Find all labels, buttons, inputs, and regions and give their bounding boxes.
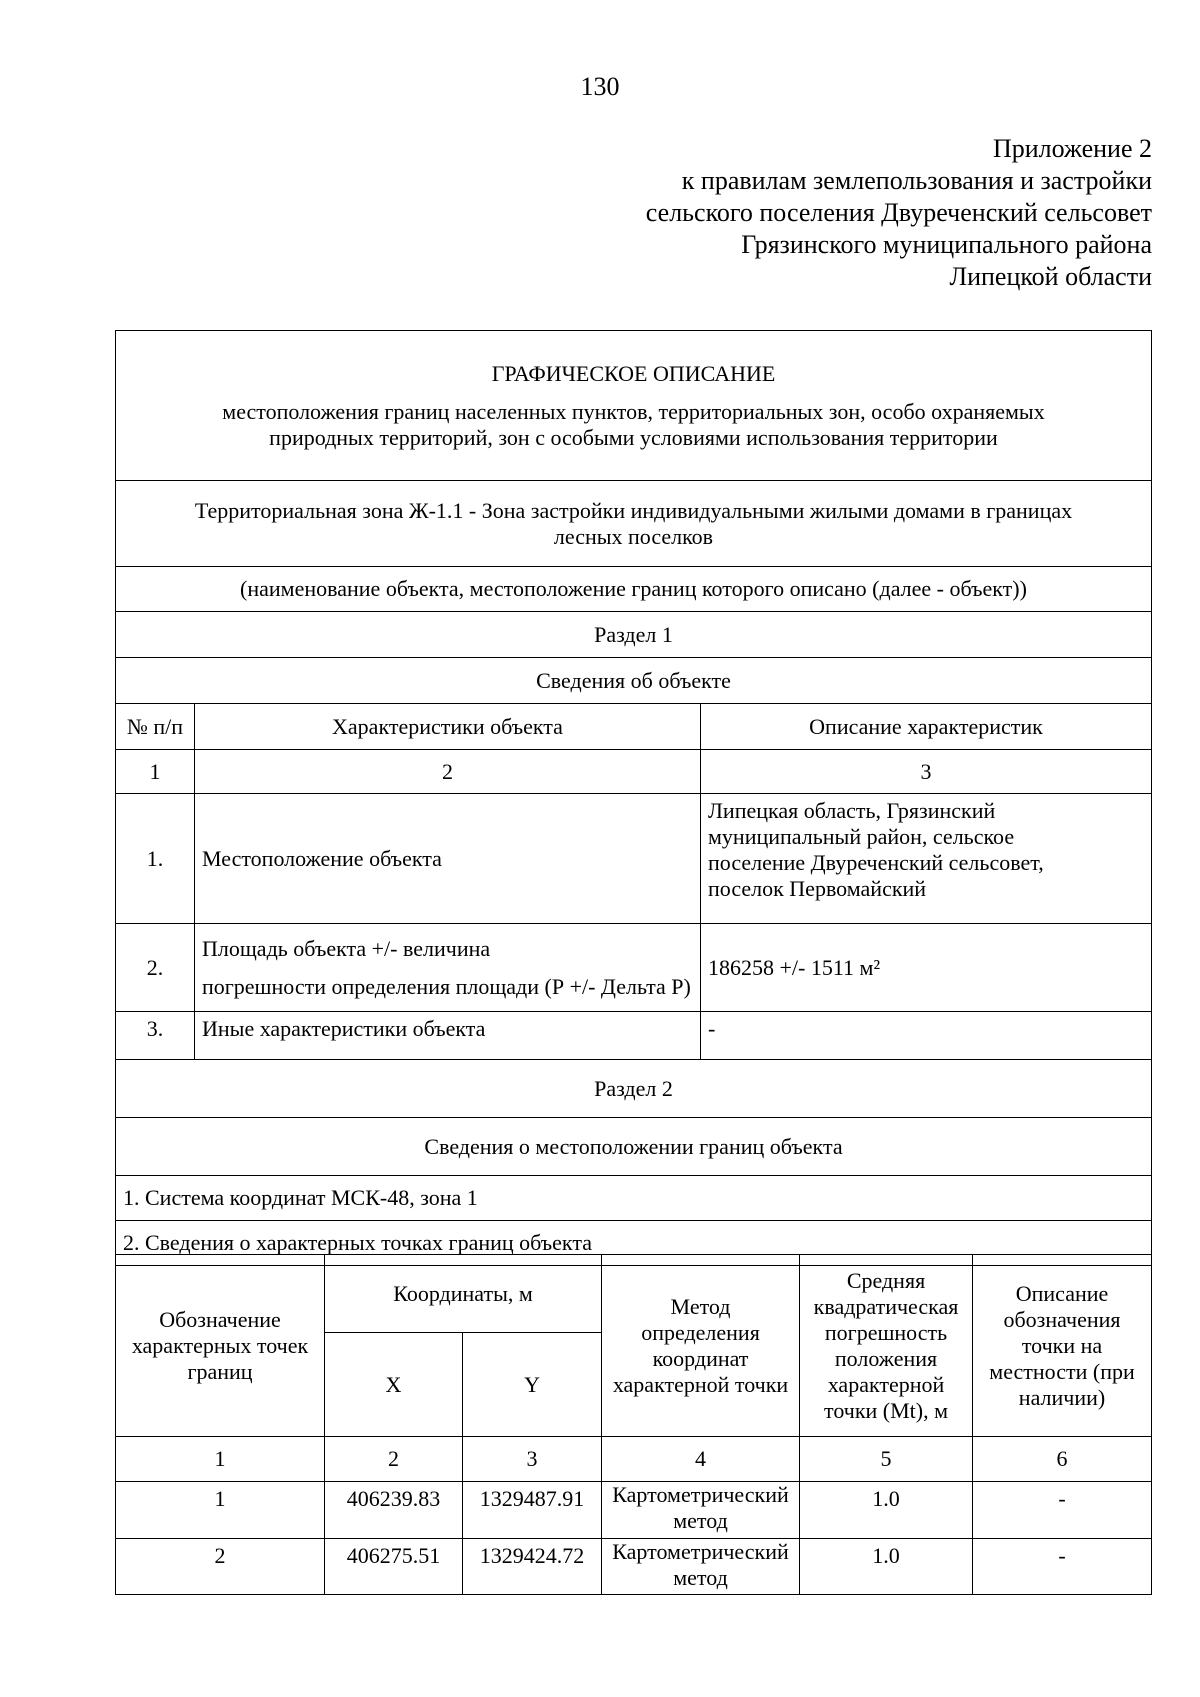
point-y: 1329487.91	[463, 1482, 602, 1539]
header-line: точки (Mt), м	[824, 1397, 949, 1423]
table-row	[116, 924, 1152, 1012]
header-line: положения	[834, 1345, 938, 1371]
header-line: определения	[641, 1319, 760, 1345]
column-header-number: № п/п	[116, 704, 195, 750]
description-line: муниципальный район, сельское	[708, 824, 1015, 849]
section2-subtitle: Сведения о местоположении границ объекта	[116, 1118, 1152, 1176]
header-line: Описание	[1015, 1280, 1109, 1306]
header-line: обозначения	[1003, 1306, 1121, 1332]
point-x: 406239.83	[325, 1482, 463, 1539]
column-number: 2	[195, 750, 701, 794]
column-number: 1	[116, 750, 195, 794]
row-description: 186258 +/- 1511 м²	[701, 924, 1152, 1012]
column-header-characteristic: Характеристики объекта	[195, 704, 701, 750]
document-title: ГРАФИЧЕСКОЕ ОПИСАНИЕ	[491, 360, 776, 386]
point-description: -	[973, 1539, 1152, 1595]
column-number: 6	[973, 1437, 1152, 1482]
point-method	[602, 1482, 800, 1539]
column-number: 3	[701, 750, 1152, 794]
header-line: точки на	[1021, 1332, 1103, 1358]
column-header-point	[116, 1255, 325, 1437]
row-number: 2.	[116, 924, 195, 1012]
appendix-line: сельского поселения Двуреченский сельсовет	[645, 198, 1152, 227]
point-label: 1	[116, 1482, 325, 1539]
column-header-y: Y	[463, 1333, 602, 1437]
point-description: -	[973, 1482, 1152, 1539]
appendix-line: Приложение 2	[992, 134, 1152, 163]
column-header-x: X	[325, 1333, 463, 1437]
column-number: 5	[800, 1437, 973, 1482]
column-number: 3	[463, 1437, 602, 1482]
header-line: Средняя	[846, 1267, 926, 1293]
table-row	[116, 1012, 1152, 1060]
row-characteristic	[195, 924, 701, 1012]
point-error: 1.0	[800, 1482, 973, 1539]
description-line: Липецкая область, Грязинский	[708, 798, 996, 823]
header-line: характерной	[827, 1371, 945, 1397]
header-line: характерных точек	[131, 1332, 309, 1358]
appendix-line: Грязинского муниципального района	[741, 230, 1152, 259]
header-line: характерной точки	[612, 1371, 789, 1397]
appendix-line: Липецкой области	[949, 262, 1152, 291]
object-name	[116, 481, 1152, 567]
row-number: 3.	[116, 1012, 195, 1060]
header-line: местности (при	[989, 1358, 1135, 1384]
points-title: 2. Сведения о характерных точках границ объекта	[116, 1221, 1152, 1266]
characteristic-line: Площадь объекта +/- величина	[202, 935, 491, 961]
points-table	[115, 1254, 1152, 1595]
section1-title: Раздел 1	[116, 612, 1152, 658]
section2-title: Раздел 2	[116, 1060, 1152, 1118]
object-name-line: Территориальная зона Ж-1.1 - Зона застройки индивидуальными жилыми домами в границах	[194, 497, 1073, 523]
description-line: поселение Двуреченский сельсовет,	[708, 850, 1044, 875]
column-number: 2	[325, 1437, 463, 1482]
point-x: 406275.51	[325, 1539, 463, 1595]
header-line: границ	[187, 1358, 253, 1384]
object-caption: (наименование объекта, местоположение границ которого описано (далее - объект))	[116, 567, 1152, 612]
point-error: 1.0	[800, 1539, 973, 1595]
table-row	[116, 1482, 1152, 1539]
document-subtitle	[116, 387, 1151, 471]
header-line: наличии)	[1018, 1384, 1106, 1410]
page-number: 130	[580, 72, 620, 101]
appendix-header	[646, 133, 1152, 293]
column-header-point-description	[973, 1255, 1152, 1437]
description-header	[116, 331, 1152, 481]
row-characteristic: Иные характеристики объекта	[195, 1012, 701, 1060]
column-header-error	[800, 1255, 973, 1437]
object-name-line: лесных поселков	[553, 523, 714, 549]
description-table	[115, 330, 1152, 1266]
header-line: погрешность	[824, 1319, 948, 1345]
row-description: -	[701, 1012, 1152, 1060]
point-label: 2	[116, 1539, 325, 1595]
point-method	[602, 1539, 800, 1595]
header-line: Обозначение	[159, 1306, 281, 1332]
appendix-line: к правилам землепользования и застройки	[681, 166, 1152, 195]
column-header-method	[602, 1255, 800, 1437]
row-characteristic: Местоположение объекта	[195, 794, 701, 924]
table-row	[116, 794, 1152, 924]
row-description	[701, 794, 1152, 924]
method-line: Картометрический	[612, 1482, 789, 1507]
subtitle-line: местоположения границ населенных пунктов, территориальных зон, особо охраняемых	[222, 398, 1045, 424]
header-line: координат	[652, 1345, 749, 1371]
section1-subtitle: Сведения об объекте	[116, 658, 1152, 704]
column-header-coordinates: Координаты, м	[325, 1255, 602, 1333]
coordinate-system: 1. Система координат МСК-48, зона 1	[116, 1176, 1152, 1221]
column-header-description: Описание характеристик	[701, 704, 1152, 750]
column-number: 4	[602, 1437, 800, 1482]
point-y: 1329424.72	[463, 1539, 602, 1595]
header-line: квадратическая	[813, 1293, 959, 1319]
description-line: поселок Первомайский	[708, 876, 927, 901]
method-line: метод	[673, 1565, 728, 1590]
table-row	[116, 1539, 1152, 1595]
method-line: метод	[673, 1508, 728, 1533]
method-line: Картометрический	[612, 1539, 789, 1564]
header-line: Метод	[670, 1293, 731, 1319]
subtitle-line: природных территорий, зон с особыми условиями использования территории	[269, 424, 998, 450]
characteristic-line: погрешности определения площади (Р +/- Дельта Р)	[202, 973, 691, 999]
row-number: 1.	[116, 794, 195, 924]
column-number: 1	[116, 1437, 325, 1482]
